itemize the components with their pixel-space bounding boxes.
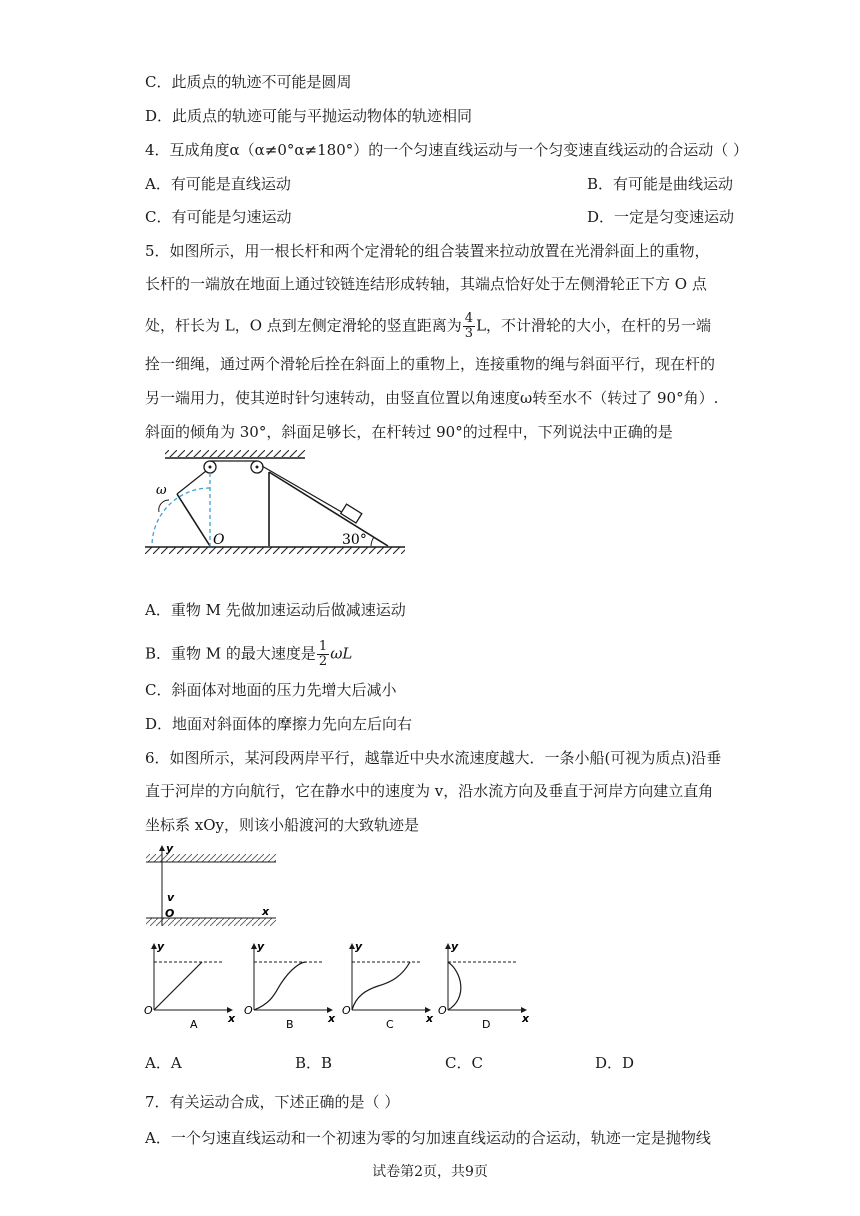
q5-line3-a: 处，杆长为 L，O 点到左侧定滑轮的竖直距离为 xyxy=(145,316,462,335)
y-label: y xyxy=(166,842,174,855)
q6-line1: 6．如图所示，某河段两岸平行，越靠近中央水流速度越大．一条小船(可视为质点)沿垂 xyxy=(145,749,722,767)
trajectory xyxy=(154,962,202,1010)
q4-option-b: B．有可能是曲线运动 xyxy=(587,175,734,193)
rope-to-block xyxy=(262,466,345,514)
q5-line2: 长杆的一端放在地面上通过铰链连结形成转轴，其端点恰好处于左侧滑轮正下方 O 点 xyxy=(145,275,707,293)
rod xyxy=(177,494,210,546)
q6-river-figure xyxy=(144,842,279,932)
q5-option-b-a: B．重物 M 的最大速度是 xyxy=(145,644,316,663)
q4-options-ab xyxy=(145,174,734,194)
y-label: y xyxy=(355,940,363,953)
q4-options-cd xyxy=(145,207,735,227)
trajectory xyxy=(254,962,306,1010)
q5-option-b xyxy=(145,640,352,669)
trajectory xyxy=(448,962,461,1010)
q5-line5: 另一端用力，使其逆时针匀速转动，由竖直位置以角速度ω转至水不（转过了 90°角）. xyxy=(145,389,719,407)
o-label: O xyxy=(144,1004,153,1017)
q4-option-a: A．有可能是直线运动 xyxy=(145,175,291,193)
frac-den: 2 xyxy=(318,654,328,669)
rope-to-rod xyxy=(177,471,206,494)
q5-option-c: C．斜面体对地面的压力先增大后减小 xyxy=(145,681,397,699)
river-bank-top-hatch xyxy=(146,854,276,862)
o-label: O xyxy=(213,532,225,548)
graph-label: B xyxy=(286,1018,294,1031)
o-label: O xyxy=(438,1004,447,1017)
y-label: y xyxy=(157,940,165,953)
graph-a xyxy=(144,940,236,1031)
graph-label: C xyxy=(386,1018,394,1031)
fraction-4-3 xyxy=(463,312,475,341)
x-label: x xyxy=(522,1012,529,1025)
graph-d xyxy=(438,940,529,1031)
incline-slope xyxy=(269,472,388,546)
x-label: x xyxy=(328,1012,336,1025)
graph-label: A xyxy=(190,1018,198,1031)
q5-line3 xyxy=(145,312,711,341)
q5-line1: 5．如图所示，用一根长杆和两个定滑轮的组合装置来拉动放置在光滑斜面上的重物， xyxy=(145,242,710,260)
y-label: y xyxy=(451,940,459,953)
q5-line3-b: L，不计滑轮的大小，在杆的另一端 xyxy=(476,316,712,335)
q6-option-d: D．D xyxy=(595,1054,635,1072)
frac-num: 4 xyxy=(464,311,474,326)
q6-line3: 坐标系 xOy，则该小船渡河的大致轨迹是 xyxy=(145,816,420,834)
q4-option-d: D．一定是匀变速运动 xyxy=(587,208,735,226)
q6-option-a: A．A xyxy=(145,1054,182,1072)
frac-num: 1 xyxy=(318,639,328,654)
q5-figure xyxy=(145,450,405,560)
x-label: x xyxy=(228,1012,236,1025)
q6-line2: 直于河岸的方向航行，它在静水中的速度为 v，沿水流方向及垂直于河岸方向建立直角 xyxy=(145,782,714,800)
o-label: O xyxy=(165,907,175,920)
q5-option-a: A．重物 M 先做加速运动后做减速运动 xyxy=(145,601,406,619)
ceiling-hatch xyxy=(165,450,305,457)
q7-stem: 7．有关运动合成，下述正确的是（ ） xyxy=(145,1093,400,1111)
q7-option-a: A．一个匀速直线运动和一个初速为零的匀加速直线运动的合运动，轨迹一定是抛物线 xyxy=(145,1129,711,1147)
ground-hatch xyxy=(145,547,405,554)
q5-line4: 拴一细绳，通过两个滑轮后拴在斜面上的重物上，连接重物的绳与斜面平行，现在杆的 xyxy=(145,355,716,373)
angle-label: 30° xyxy=(342,532,367,548)
q4-option-c: C．有可能是匀速运动 xyxy=(145,208,292,226)
q6-option-b: B．B xyxy=(295,1054,333,1072)
q6-answer-graphs xyxy=(144,940,529,1032)
x-label: x xyxy=(426,1012,434,1025)
graph-b xyxy=(244,940,336,1031)
q6-options xyxy=(145,1053,745,1073)
o-label: O xyxy=(244,1004,253,1017)
y-label: y xyxy=(257,940,265,953)
page-footer: 试卷第2页，共9页 xyxy=(372,1164,488,1180)
v-label: v xyxy=(167,891,175,904)
q6-option-c: C．C xyxy=(445,1054,483,1072)
pulley-right-axle xyxy=(256,466,259,469)
trajectory xyxy=(352,962,410,1010)
angle-arc xyxy=(371,537,374,546)
q5-option-d: D．地面对斜面体的摩擦力先向左后向右 xyxy=(145,715,413,733)
fraction-1-2 xyxy=(317,640,329,669)
q3-option-c: C．此质点的轨迹不可能是圆周 xyxy=(145,73,352,91)
q5-line6: 斜面的倾角为 30°，斜面足够长，在杆转过 90°的过程中，下列说法中正确的是 xyxy=(145,423,673,441)
block-m xyxy=(341,504,362,523)
graph-label: D xyxy=(482,1018,491,1031)
graph-c xyxy=(342,940,434,1031)
x-label: x xyxy=(262,905,270,918)
o-label: O xyxy=(342,1004,351,1017)
omega-label: ω xyxy=(156,483,167,498)
frac-den: 3 xyxy=(464,326,474,341)
q4-stem: 4．互成角度α（α≠0°α≠180°）的一个匀速直线运动与一个匀变速直线运动的合运动（ ） xyxy=(145,141,749,159)
q5-option-b-b: ωL xyxy=(330,644,353,663)
pulley-left-axle xyxy=(209,466,212,469)
q3-option-d: D．此质点的轨迹可能与平抛运动物体的轨迹相同 xyxy=(145,107,473,125)
